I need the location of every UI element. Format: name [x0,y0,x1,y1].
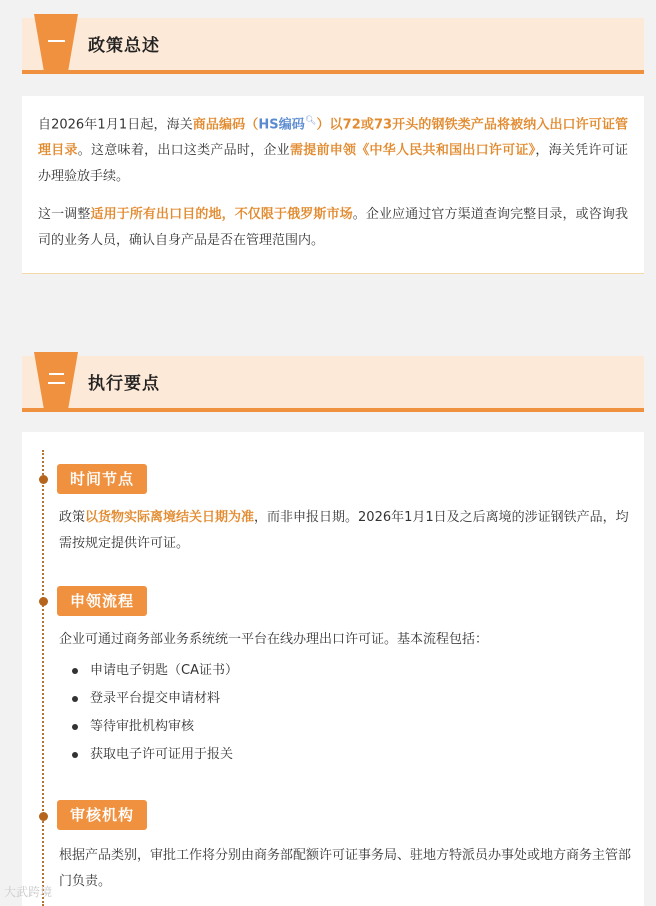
numeral-two-icon [49,373,64,375]
watermark-logo: 大武跨境 [4,885,53,899]
highlight-text: 需提前申领《中华人民共和国出口许可证》 [289,143,536,159]
process-step-list [72,657,238,769]
text-span: 。企业应通过官方渠道查询完整目录，或咨询我司的业务人员，确认自身产品是否在管理范围内。 [38,207,628,249]
highlight-text: 以货物实际离境结关日期为准 [85,510,255,525]
highlight-text: ）以72或73开头的钢铁类产品将被纳入出口许可证管理目录 [38,117,628,159]
text-span: 。这意味着，出口这类产品时，企业 [77,143,290,159]
highlight-text: 适用于所有出口目的地，不仅限于俄罗斯市场 [90,207,353,223]
search-icon[interactable]: 🔍︎ [304,116,317,126]
section-number-tag [34,14,78,70]
section-title: 执行要点 [88,374,160,394]
application-process-text: 企业可通过商务部业务系统统一平台在线办理出口许可证。基本流程包括： [59,632,489,647]
text-span: ，海关凭许可证办理验放手续。 [38,143,628,185]
policy-summary-card [22,96,644,274]
subheading-review-agency: 审核机构 [57,800,147,830]
numeral-two-icon [48,382,65,384]
section-header-policy [22,18,644,74]
list-item: 申请电子钥匙（CA证书） [72,657,238,685]
subheading-time-node: 时间节点 [57,464,147,494]
section-header-key-points [22,356,644,412]
list-item: 获取电子许可证用于报关 [72,741,238,769]
policy-paragraph-2 [38,202,628,254]
text-span: 这一调整 [38,207,91,223]
timeline-dot [39,812,48,821]
timeline-line [42,450,44,906]
subheading-application-process: 申领流程 [57,586,147,616]
text-span: 政策 [59,510,86,525]
timeline-dot [39,475,48,484]
timeline-dot [39,597,48,606]
section-title: 政策总述 [88,36,160,56]
key-points-card [22,432,644,906]
review-agency-text: 根据产品类别，审批工作将分别由商务部配额许可证事务局、驻地方特派员办事处或地方商务主管部门负责。 [59,848,632,889]
policy-paragraph-1 [38,108,628,190]
numeral-one-icon [48,40,65,42]
section-number-tag [34,352,78,408]
time-node-text [59,505,634,557]
list-item: 登录平台提交申请材料 [72,685,238,713]
highlight-text: 商品编码（ [192,117,259,133]
text-span: ，而非申报日期。2026年1月1日及之后离境的涉证钢铁产品，均需按规定提供许可证。 [59,510,629,551]
text-span: 自2026年1月1日起，海关 [38,117,193,133]
list-item: 等待审批机构审核 [72,713,238,741]
hs-code-link[interactable]: HS编码 [258,117,305,133]
